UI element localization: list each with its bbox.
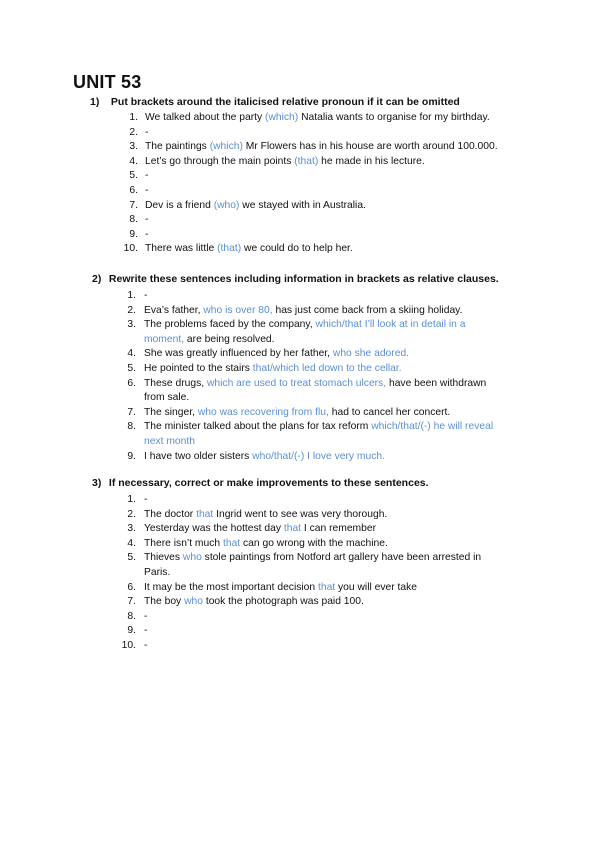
section-1-number: 1) <box>90 96 100 108</box>
highlighted-answer: which/that I’ll look at in detail in a <box>315 319 466 331</box>
item-text-part: There was little <box>145 243 218 255</box>
item-text-part: Mr Flowers has in his house are worth around 100.000. <box>242 141 498 153</box>
item-number: 3. <box>127 523 136 535</box>
highlighted-answer: moment, <box>144 333 185 345</box>
item-text <box>144 450 385 465</box>
item-text-part: Paris. <box>144 566 171 578</box>
highlighted-answer: (who) <box>213 199 240 211</box>
highlighted-answer: that <box>222 537 241 549</box>
item-text-part: - <box>144 494 148 505</box>
item-text <box>145 126 148 141</box>
item-number: 1. <box>127 494 136 505</box>
highlighted-answer: that <box>196 508 214 520</box>
item-text <box>144 624 147 639</box>
item-text <box>144 406 450 421</box>
highlighted-answer: which are used to treat stomach ulcers, <box>206 377 387 389</box>
item-text <box>145 213 148 228</box>
item-text <box>144 639 147 654</box>
item-text-part: Eva’s father, <box>144 304 204 316</box>
item-text-part: - <box>145 126 149 138</box>
item-number: 4. <box>127 348 136 360</box>
item-number: 2. <box>127 304 136 316</box>
highlighted-answer: that/which led down to the cellar. <box>252 363 402 374</box>
item-text-part: are being resolved. <box>184 333 275 345</box>
highlighted-answer: (that) <box>294 155 319 167</box>
highlighted-answer: which/that/(-) he will reveal <box>371 421 494 433</box>
item-text-part: The boy <box>144 596 185 608</box>
item-text-part: you will ever take <box>335 581 418 593</box>
item-text-part: from sale. <box>144 392 190 404</box>
section-3-number: 3) <box>92 477 102 489</box>
item-text <box>144 537 388 552</box>
section-2-heading <box>92 273 499 285</box>
item-text-part: The minister talked about the plans for tax reform <box>144 421 372 433</box>
item-number: 1. <box>127 290 136 301</box>
highlighted-answer: next month <box>144 435 195 447</box>
item-text <box>144 420 493 435</box>
item-number: 9. <box>129 228 138 240</box>
item-text-part: We talked about the party <box>145 112 266 123</box>
item-number: 10. <box>121 640 136 651</box>
item-text <box>145 199 366 214</box>
item-text <box>145 169 148 184</box>
highlighted-answer: (that) <box>217 243 242 255</box>
item-text-part: we could do to help her. <box>241 243 353 255</box>
highlighted-answer: who/that/(-) I love very much. <box>252 450 385 462</box>
highlighted-answer: that <box>317 581 336 593</box>
item-number: 6. <box>129 185 138 196</box>
item-number: 6. <box>127 581 136 593</box>
item-number: 5. <box>127 363 136 374</box>
item-number: 4. <box>127 537 136 549</box>
item-text-part: I have two older sisters <box>144 450 253 462</box>
item-text-part: Thieves <box>144 552 183 564</box>
item-text-part: - <box>145 170 149 182</box>
item-text-continuation <box>144 435 195 450</box>
item-text-part: The paintings <box>145 141 210 153</box>
item-text <box>145 140 498 155</box>
item-text <box>144 551 481 566</box>
item-number: 7. <box>129 199 138 211</box>
item-text <box>145 111 490 126</box>
item-number: 6. <box>127 377 136 389</box>
section-2-number: 2) <box>92 273 102 285</box>
item-text-part: I can remember <box>301 523 377 535</box>
item-text-continuation <box>144 566 170 581</box>
highlighted-answer: (which) <box>209 141 243 153</box>
item-text <box>145 228 148 243</box>
item-text-part: These drugs, <box>144 377 207 389</box>
item-number: 8. <box>129 214 138 226</box>
item-text-part: - <box>145 214 149 226</box>
page-title: UNIT 53 <box>73 72 142 92</box>
item-number: 5. <box>127 552 136 564</box>
item-number: 3. <box>127 319 136 331</box>
item-text-part: Natalia wants to organise for my birthday. <box>298 112 490 123</box>
section-1-heading <box>90 96 460 108</box>
item-text-part: - <box>144 640 148 651</box>
item-text-part: It may be the most important decision <box>144 581 318 593</box>
item-text-part: has just come back from a skiing holiday. <box>272 304 463 316</box>
item-text <box>144 581 417 596</box>
item-text <box>144 289 147 304</box>
item-text-part: Dev is a friend <box>145 199 214 211</box>
highlighted-answer: that <box>283 523 302 535</box>
item-text-part: The doctor <box>144 508 197 520</box>
item-number: 2. <box>127 508 136 520</box>
item-text-continuation <box>144 391 189 406</box>
item-text-part: he made in his lecture. <box>318 155 425 167</box>
item-text-part: There isn’t much <box>144 537 223 549</box>
item-text <box>144 362 402 377</box>
item-text-part: Ingrid went to see was very thorough. <box>213 508 388 520</box>
section-3-heading-text: If necessary, correct or make improvements to these sentences. <box>108 477 429 489</box>
highlighted-answer: who she adored. <box>332 348 410 360</box>
item-text-part: Let’s go through the main points <box>145 155 295 167</box>
item-text-part: had to cancel her concert. <box>328 406 451 418</box>
item-text <box>145 242 353 257</box>
item-text <box>144 610 147 625</box>
item-text-continuation <box>144 333 275 348</box>
item-text <box>144 595 364 610</box>
item-text-part: - <box>145 185 149 196</box>
item-text <box>144 304 462 319</box>
item-text-part: - <box>144 625 148 637</box>
item-text <box>144 347 409 362</box>
item-text-part: The problems faced by the company, <box>144 319 316 331</box>
item-text <box>144 522 376 537</box>
item-text-part: He pointed to the stairs <box>144 363 253 374</box>
item-number: 9. <box>127 450 136 462</box>
item-text-part: took the photograph was paid 100. <box>202 596 364 608</box>
item-number: 1. <box>129 112 138 123</box>
item-text-part: Yesterday was the hottest day <box>144 523 284 535</box>
section-1-heading-text: Put brackets around the italicised relative pronoun if it can be omitted <box>110 96 460 108</box>
item-text <box>144 377 486 392</box>
highlighted-answer: (which) <box>265 112 299 123</box>
highlighted-answer: who is over 80, <box>203 304 273 316</box>
item-text-part: have been withdrawn <box>386 377 487 389</box>
item-number: 8. <box>127 421 136 433</box>
item-number: 2. <box>129 126 138 138</box>
item-number: 5. <box>129 170 138 182</box>
item-number: 10. <box>123 243 138 255</box>
item-text-part: - <box>144 610 148 622</box>
item-text-part: - <box>145 228 149 240</box>
section-2-heading-text: Rewrite these sentences including information in brackets as relative clauses. <box>108 273 499 285</box>
item-text-part: stole paintings from Notford art gallery have been arrested in <box>201 552 482 564</box>
item-text <box>144 493 147 508</box>
item-text-part: She was greatly influenced by her father, <box>144 348 333 360</box>
item-number: 9. <box>127 625 136 637</box>
highlighted-answer: who was recovering from flu, <box>197 406 329 418</box>
item-text <box>144 508 387 523</box>
item-number: 3. <box>129 141 138 153</box>
item-number: 4. <box>129 155 138 167</box>
item-text <box>145 155 425 170</box>
item-text-part: can go wrong with the machine. <box>240 537 388 549</box>
item-text-part: we stayed with in Australia. <box>239 199 366 211</box>
item-number: 7. <box>127 596 136 608</box>
item-text <box>144 318 465 333</box>
highlighted-answer: who <box>182 552 202 564</box>
item-number: 8. <box>127 610 136 622</box>
item-text-part: - <box>144 290 148 301</box>
section-3-heading <box>92 477 429 489</box>
item-text <box>145 184 148 199</box>
highlighted-answer: who <box>184 596 203 608</box>
item-number: 7. <box>127 406 136 418</box>
item-text-part: The singer, <box>144 406 198 418</box>
